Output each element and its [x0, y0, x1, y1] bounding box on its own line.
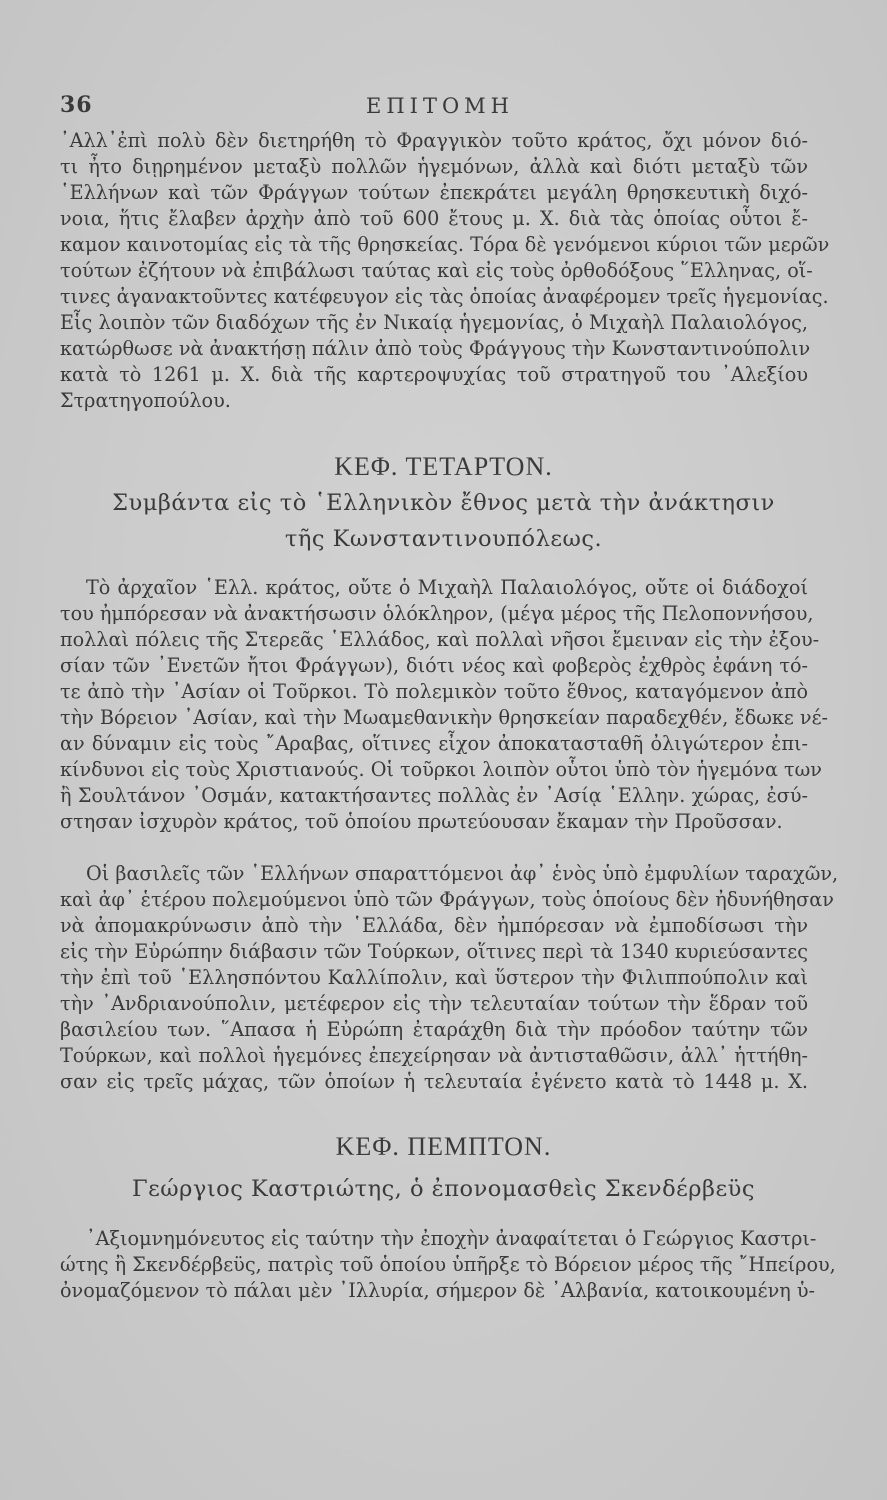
- text-line: τὴν ἐπὶ τοῦ ῾Ελλησπόντου Καλλίπολιν, καὶ ὕστερον τὴν Φιλιππούπολιν καὶ: [60, 966, 808, 989]
- chapter-5-heading: ΚΕΦ. ΠΕΜΠΤΟΝ.: [335, 1132, 552, 1161]
- text-line: νὰ ἀπομακρύνωσιν ἀπὸ τὴν ῾Ελλάδα, δὲν ἠμπόρεσαν νὰ ἐμποδίσωσι τὴν: [60, 914, 808, 937]
- text-line: αν δύναμιν εἰς τοὺς ῎Αραβας, οἵτινες εἶχον ἀποκατασταθῆ ὀλιγώτερον ἐπι-: [60, 732, 808, 755]
- chapter-5-subtitle: Γεώργιος Καστριώτης, ὁ ἐπονομασθεὶς Σκενδέρβεϋς: [132, 1176, 755, 1202]
- text-line: τὴν Βόρειον ᾽Ασίαν, καὶ τὴν Μωαμεθανικὴν θρησκείαν παραδεχθέν, ἔδωκε νέ-: [60, 706, 829, 729]
- text-line: ἢ Σουλτάνον ᾽Οσμάν, κατακτήσαντες πολλὰς ἐν ᾽Ασίᾳ ῾Ελλην. χώρας, ἐσύ-: [60, 784, 808, 807]
- text-line: ῾Ελλήνων καὶ τῶν Φράγγων τούτων ἐπεκράτει μεγάλη θρησκευτικὴ διχό-: [60, 181, 808, 204]
- text-line: τούτων ἐζήτουν νὰ ἐπιβάλωσι ταύτας καὶ εἰς τοὺς ὀρθοδόξους ῞Ελληνας, οἵ-: [60, 259, 813, 282]
- text-line: εἰς τὴν Εὐρώπην διάβασιν τῶν Τούρκων, οἵτινες περὶ τὰ 1340 κυριεύσαντες: [60, 940, 808, 963]
- text-line: Στρατηγοπούλου.: [60, 389, 231, 412]
- text-line: σίαν τῶν ᾽Ενετῶν ἤτοι Φράγγων), διότι νέος καὶ φοβερὸς ἐχθρὸς ἐφάνη τό-: [60, 654, 808, 677]
- text-line: ὀνομαζόμενον τὸ πάλαι μὲν ᾽Ιλλυρία, σήμερον δὲ ᾽Αλβανία, κατοικουμένη ὑ-: [60, 1279, 815, 1302]
- running-title: ΕΠΙΤΟΜΗ: [366, 94, 514, 118]
- text-line: καμον καινοτομίας εἰς τὰ τῆς θρησκείας. Τόρα δὲ γενόμενοι κύριοι τῶν μερῶν: [60, 233, 830, 256]
- text-line: Οἱ βασιλεῖς τῶν ῾Ελλήνων σπαραττόμενοι ἀφ᾽ ἑνὸς ὑπὸ ἐμφυλίων ταραχῶν,: [86, 862, 839, 885]
- text-line: ώτης ἢ Σκενδέρβεϋς, πατρὶς τοῦ ὁποίου ὑπῆρξε τὸ Βόρειον μέρος τῆς ῎Ηπείρου,: [60, 1253, 836, 1276]
- text-line: τινες ἀγανακτοῦντες κατέφευγον εἰς τὰς ὁποίας ἀναφέρομεν τρεῖς ἡγεμονίας.: [60, 285, 829, 308]
- text-line: ᾽Αξιομνημόνευτος εἰς ταύτην τὴν ἐποχὴν ἀναφαίτεται ὁ Γεώργιος Καστρι-: [86, 1227, 817, 1250]
- text-line: κίνδυνοι εἰς τοὺς Χριστιανούς. Οἱ τοῦρκοι λοιπὸν οὗτοι ὑπὸ τὸν ἡγεμόνα των: [60, 758, 822, 781]
- page-number: 36: [60, 92, 93, 118]
- text-line: σαν εἰς τρεῖς μάχας, τῶν ὁποίων ἡ τελευταία ἐγένετο κατὰ τὸ 1448 μ. Χ.: [60, 1070, 808, 1093]
- text-line: τε ἀπὸ τὴν ᾽Ασίαν οἱ Τοῦρκοι. Τὸ πολεμικὸν τοῦτο ἔθνος, καταγόμενον ἀπὸ: [60, 680, 808, 703]
- text-line: πολλαὶ πόλεις τῆς Στερεᾶς ῾Ελλάδος, καὶ πολλαὶ νῆσοι ἔμειναν εἰς τὴν ἐξου-: [60, 628, 820, 651]
- chapter-4-subtitle-line-2: τῆς Κωνσταντινουπόλεως.: [284, 526, 603, 552]
- text-line: βασιλείου των. ῞Απασα ἡ Εὐρώπη ἐταράχθη διὰ τὴν πρόοδον ταύτην τῶν: [60, 1018, 808, 1041]
- text-line: ᾽Αλλ᾽ἐπὶ πολὺ δὲν διετηρήθη τὸ Φραγγικὸν τοῦτο κράτος, ὄχι μόνον διό-: [60, 129, 808, 152]
- text-line: Εἷς λοιπὸν τῶν διαδόχων τῆς ἐν Νικαίᾳ ἡγεμονίας, ὁ Μιχαὴλ Παλαιολόγος,: [60, 311, 808, 334]
- chapter-4-subtitle-line-1: Συμβάντα εἰς τὸ ῾Ελληνικὸν ἔθνος μετὰ τὴν ἀνάκτησιν: [112, 490, 775, 516]
- text-line: Τὸ ἀρχαῖον ῾Ελλ. κράτος, οὔτε ὁ Μιχαὴλ Παλαιολόγος, οὔτε οἱ διάδοχοί: [86, 576, 808, 599]
- text-line: του ἠμπόρεσαν νὰ ἀνακτήσωσιν ὁλόκληρον, (μέγα μέρος τῆς Πελοποννήσου,: [60, 602, 814, 625]
- text-line: τὴν ᾽Ανδριανούπολιν, μετέφερον εἰς τὴν τελευταίαν τούτων τὴν ἕδραν τοῦ: [60, 992, 808, 1015]
- text-line: νοια, ἥτις ἔλαβεν ἀρχὴν ἀπὸ τοῦ 600 ἔτους μ. Χ. διὰ τὰς ὁποίας οὗτοι ἔ-: [60, 207, 808, 230]
- text-line: τι ἦτο διῃρημένον μεταξὺ πολλῶν ἡγεμόνων, ἀλλὰ καὶ διότι μεταξὺ τῶν: [60, 155, 808, 178]
- page-header: [60, 92, 820, 122]
- text-line: Τούρκων, καὶ πολλοὶ ἡγεμόνες ἐπεχείρησαν νὰ ἀντισταθῶσιν, ἀλλ᾽ ἡττήθη-: [60, 1044, 808, 1067]
- text-line: καὶ ἀφ᾽ ἑτέρου πολεμούμενοι ὑπὸ τῶν Φράγγων, τοὺς ὁποίους δὲν ἠδυνήθησαν: [60, 888, 834, 911]
- chapter-4-heading: ΚΕΦ. ΤΕΤΑΡΤΟΝ.: [334, 452, 553, 481]
- text-line: κατώρθωσε νὰ ἀνακτήσῃ πάλιν ἀπὸ τοὺς Φράγγους τὴν Κωνσταντινούπολιν: [60, 337, 811, 360]
- text-line: στησαν ἰσχυρὸν κράτος, τοῦ ὁποίου πρωτεύουσαν ἔκαμαν τὴν Προῦσσαν.: [60, 810, 783, 833]
- text-line: κατὰ τὸ 1261 μ. Χ. διὰ τῆς καρτεροψυχίας τοῦ στρατηγοῦ του ᾽Αλεξίου: [60, 363, 808, 386]
